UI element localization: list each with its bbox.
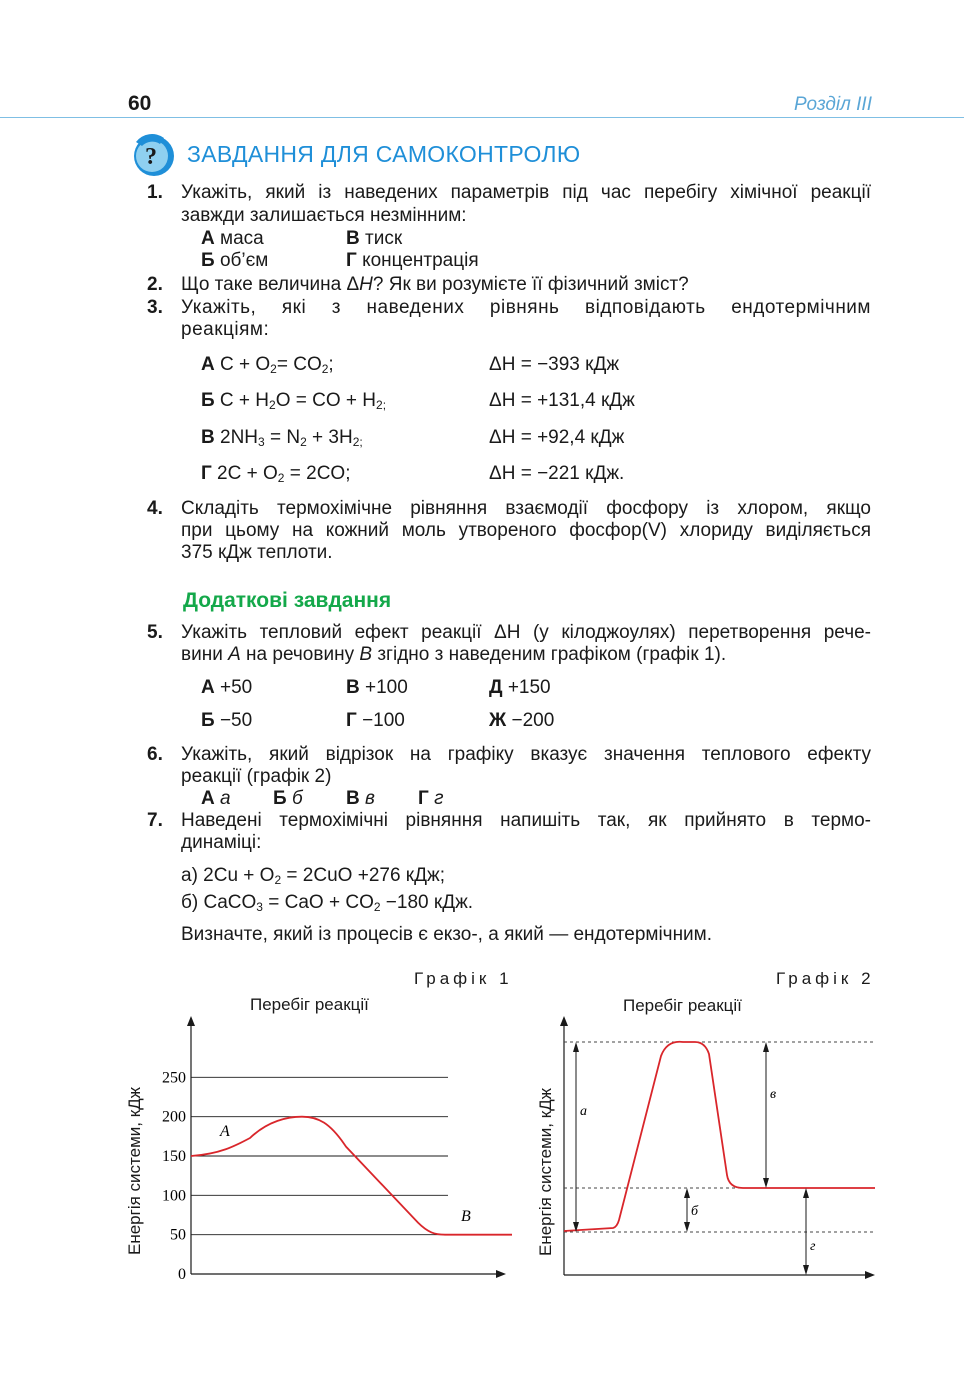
q3-eq-g: Г $2C + O_2 = 2CO$;: [201, 463, 351, 485]
q4-line1: Складіть термохімічне рівняння взаємодії фосфору із хлором, якщо: [181, 498, 871, 519]
q5-option-b: Б −50: [201, 710, 253, 731]
q3-dh-g: ΔH = −221 кДж.: [489, 463, 625, 484]
q6-option-a: А а: [201, 788, 231, 809]
header-rule: [0, 117, 964, 118]
page-title: ЗАВДАННЯ ДЛЯ САМОКОНТРОЛЮ: [187, 141, 581, 167]
q7-line5: Визначте, який із процесів є екзо-, а який — ендотермічним.: [181, 924, 713, 945]
q6-option-b: Б б: [273, 788, 303, 809]
q7-eq-a: а) $2Cu + O_2 = 2CuO +276$ кДж;: [181, 865, 445, 887]
q3-dh-v: ΔH = +92,4 кДж: [489, 427, 625, 448]
q4-line3: 375 кДж теплоти.: [181, 542, 333, 563]
chart2-label-g: г: [810, 1239, 816, 1254]
chart2-plot: [555, 1010, 885, 1290]
q4-line2: при цьому на кожний моль утвореного фосфор(V) хлориду виділяється: [181, 520, 871, 541]
chart2-x-arrow: [865, 1271, 875, 1279]
q1-option-v: В тиск: [346, 228, 403, 249]
q1-line2: завжди залишається незмінним:: [181, 205, 467, 226]
q2-text: Що таке величина ΔH? Як ви розумієте її фізичний зміст?: [181, 274, 689, 295]
chart1-ytick-100: 100: [162, 1187, 186, 1205]
q4-number: 4.: [147, 498, 163, 519]
q5-option-v: В +100: [346, 677, 408, 698]
q3-eq-b: Б $C + H_2O$ = CO + $H_{2;}$: [201, 390, 387, 412]
q6-option-v: В в: [346, 788, 375, 809]
chart2-ylabel: Енергія системи, кДж: [536, 1087, 555, 1256]
q7-number: 7.: [147, 810, 163, 831]
chart1-ytick-0: 0: [178, 1266, 186, 1283]
q3-number: 3.: [147, 297, 163, 318]
chart2-label-a: а: [580, 1104, 587, 1119]
chart1-ytick-200: 200: [162, 1108, 186, 1126]
chart1-xlabel: Перебіг реакції: [250, 995, 369, 1014]
chart1-plot: [150, 1010, 520, 1290]
q3-line1: Укажіть, які з наведених рівнянь відповідають ендотермічним: [181, 297, 871, 318]
q1-option-b: Б об’єм: [201, 250, 269, 271]
q5-number: 5.: [147, 622, 163, 643]
q3-eq-a: А $C + O_2= CO_2$;: [201, 354, 334, 376]
q3-line2: реакціям:: [181, 319, 270, 340]
question-mark-icon: [128, 132, 176, 178]
q5-option-g: Г −100: [346, 710, 405, 731]
chart1-ylabel: Енергія системи, кДж: [125, 1086, 144, 1255]
extra-tasks-title: Додаткові завдання: [183, 589, 392, 612]
q1-option-a: А маса: [201, 228, 264, 249]
q5-option-zh: Ж −200: [489, 710, 555, 731]
q3-dh-b: ΔH = +131,4 кДж: [489, 390, 635, 411]
chart1-title: Графік 1: [414, 969, 513, 988]
q5-line1: Укажіть тепловий ефект реакції ΔH (у кілоджоулях) перетворення рече-: [181, 622, 871, 643]
q5-option-a: А +50: [201, 677, 253, 698]
chart1-y-arrow: [187, 1016, 195, 1026]
q3-eq-v: В $2NH_3 = N_2 + 3H_{2;}$: [201, 427, 363, 449]
svg-text:?: ?: [145, 144, 157, 170]
q6-number: 6.: [147, 744, 163, 765]
chart2-energy-curve: [564, 1042, 875, 1231]
chart1-x-arrow: [496, 1270, 506, 1278]
q5-line2: вини А на речовину В згідно з наведеним графіком (графік 1).: [181, 644, 727, 665]
q6-option-g: Г г: [418, 788, 444, 809]
q5-option-d: Д +150: [489, 677, 551, 698]
chart2-y-arrow: [560, 1016, 568, 1026]
chart2-title: Графік 2: [776, 969, 875, 988]
q7-line2: динаміці:: [181, 832, 262, 853]
q6-line2: реакції (графік 2): [181, 766, 332, 787]
chart2-xlabel: Перебіг реакції: [623, 996, 742, 1015]
q7-eq-b: б) CaCO$_3$ = CaO + $CO_2 -180$ кДж.: [181, 892, 474, 914]
chart1-ytick-250: 250: [162, 1069, 186, 1087]
section-title: Розділ ІІІ: [794, 94, 872, 115]
chart1-label-end: В: [461, 1208, 471, 1225]
chart2-label-b: б: [691, 1204, 699, 1219]
q2-number: 2.: [147, 274, 163, 295]
q1-line1: Укажіть, який із наведених параметрів під час перебігу хімічної реакції: [181, 182, 871, 203]
chart2-label-v: в: [770, 1087, 777, 1102]
chart1-ytick-50: 50: [170, 1226, 186, 1244]
chart1-ytick-150: 150: [162, 1148, 186, 1166]
chart1-label-start: А: [220, 1123, 230, 1140]
q7-line1: Наведені термохімічні рівняння напишіть так, як прийнято в термо-: [181, 810, 871, 831]
page-number: 60: [128, 92, 152, 115]
q1-number: 1.: [147, 182, 163, 203]
q6-line1: Укажіть, який відрізок на графіку вказує значення теплового ефекту: [181, 744, 871, 765]
q3-dh-a: ΔH = −393 кДж: [489, 354, 620, 375]
q1-option-g: Г концентрація: [346, 250, 479, 271]
